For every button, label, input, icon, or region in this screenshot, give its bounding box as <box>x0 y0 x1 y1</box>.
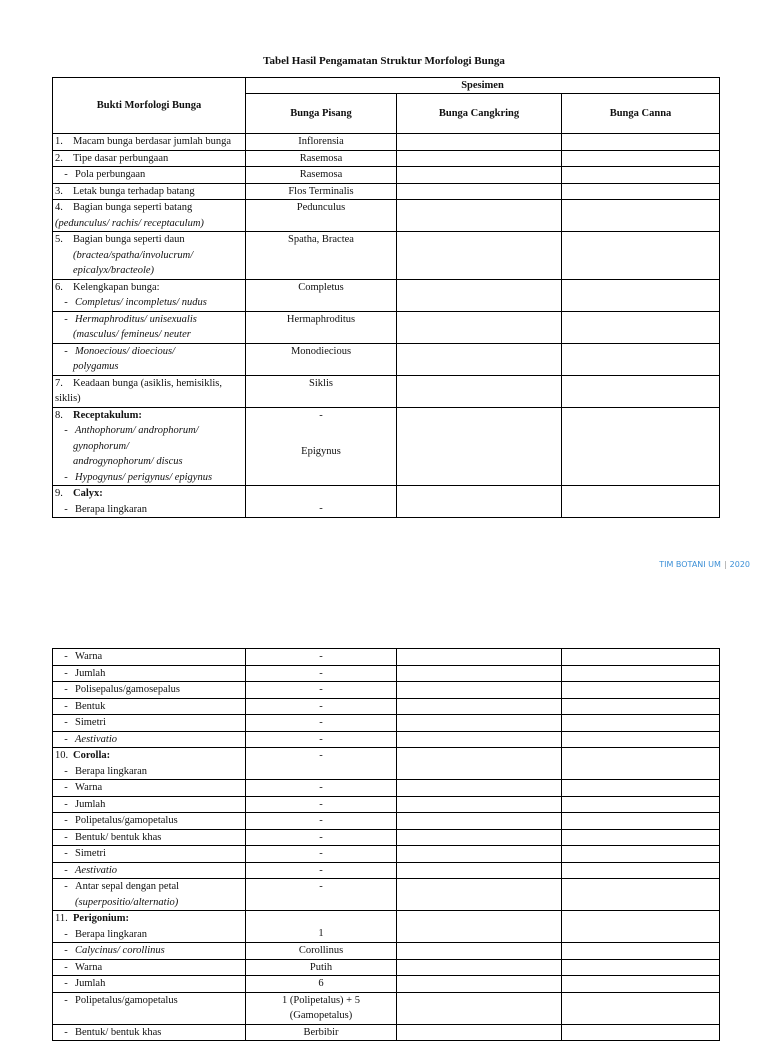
cell-cangkring <box>397 167 562 184</box>
header-bukti: Bukti Morfologi Bunga <box>53 78 246 134</box>
table-row <box>53 731 720 748</box>
row-sublabel: (pedunculus/ rachis/ receptaculum) <box>55 217 204 229</box>
row-label: Jumlah <box>75 978 106 989</box>
page-footer <box>659 560 750 569</box>
row-number: 3. <box>55 185 63 197</box>
cell-canna <box>562 311 720 343</box>
table-row <box>53 748 720 780</box>
row-label: Warna <box>75 961 103 973</box>
cell-pisang <box>246 748 397 780</box>
table-row <box>53 167 720 184</box>
row-number: 2. <box>55 152 63 164</box>
row-label: Polisepalus/gamosepalus <box>75 684 180 695</box>
cell-pisang: Berbibir <box>246 1024 397 1041</box>
cell-pisang: Pedunculus <box>246 200 397 232</box>
cell-canna <box>562 959 720 976</box>
row-dash: - <box>64 667 68 679</box>
cell-pisang: - <box>246 829 397 846</box>
cell-canna <box>562 731 720 748</box>
cell-canna <box>562 943 720 960</box>
row-label: Macam bunga berdasar jumlah bunga <box>73 136 232 147</box>
row-label: Receptakulum: <box>73 409 142 421</box>
row-label: Corolla: <box>73 750 111 761</box>
cell-canna <box>562 976 720 993</box>
row-dash: - <box>64 733 68 745</box>
cell-canna <box>562 232 720 280</box>
cell-pisang: - <box>246 862 397 879</box>
cell-cangkring <box>397 846 562 863</box>
cell-canna <box>562 992 720 1024</box>
row-option: gynophorum/ <box>73 440 129 452</box>
cell-canna <box>562 862 720 879</box>
cell-canna <box>562 200 720 232</box>
row-dash: - <box>64 928 68 940</box>
footer-org: TIM BOTANI UM <box>659 560 721 569</box>
cell-cangkring <box>397 829 562 846</box>
table-row <box>53 407 720 486</box>
table-row <box>53 150 720 167</box>
cell-cangkring <box>397 682 562 699</box>
cell-canna <box>562 879 720 911</box>
row-label: Jumlah <box>75 798 106 810</box>
cell-pisang: Spatha, Bractea <box>246 232 397 280</box>
row-label: Bentuk/ bentuk khas <box>75 831 162 843</box>
table-row <box>53 665 720 682</box>
table-row <box>53 649 720 666</box>
row-dash: - <box>64 717 68 728</box>
row-dash: - <box>64 978 68 989</box>
row-label: Antar sepal dengan petal <box>75 881 180 892</box>
cell-pisang: - <box>246 665 397 682</box>
cell-canna <box>562 407 720 486</box>
cell-cangkring <box>397 200 562 232</box>
row-option: Completus/ incompletus/ nudus <box>75 297 207 308</box>
cell-pisang: Rasemosa <box>246 150 397 167</box>
row-number: 4. <box>55 202 63 213</box>
cell-canna <box>562 649 720 666</box>
row-number: 10. <box>55 750 69 761</box>
row-label: Calycinus/ corollinus <box>75 945 165 956</box>
cell-pisang: - <box>246 780 397 797</box>
cell-cangkring <box>397 715 562 732</box>
row-dash: - <box>64 503 68 515</box>
row-label: Perigonium: <box>73 913 129 924</box>
cell-pisang: Hermaphroditus <box>246 311 397 343</box>
cell-pisang: - <box>246 698 397 715</box>
cell-cangkring <box>397 911 562 943</box>
cell-pisang <box>246 407 397 486</box>
cell-pisang: - <box>246 715 397 732</box>
row-dash: - <box>64 169 68 180</box>
row-dash: - <box>64 313 68 325</box>
cell-cangkring <box>397 796 562 813</box>
row-option: Hypogynus/ perigynus/ epigynus <box>75 471 213 483</box>
table-row <box>53 183 720 200</box>
cell-pisang: Completus <box>246 279 397 311</box>
row-dash: - <box>64 798 68 810</box>
row-option: Berapa lingkaran <box>75 765 148 777</box>
cell-pisang: Corollinus <box>246 943 397 960</box>
row-option: (masculus/ femineus/ neuter <box>73 329 191 340</box>
row-dash: - <box>64 684 68 695</box>
table-row <box>53 992 720 1024</box>
row-label: Bentuk <box>75 700 106 712</box>
table-row <box>53 829 720 846</box>
row-number: 9. <box>55 488 63 499</box>
table-row <box>53 200 720 232</box>
cell-pisang: Putih <box>246 959 397 976</box>
row-label: Letak bunga terhadap batang <box>73 185 195 197</box>
cell-pisang: - <box>246 813 397 830</box>
cell-canna <box>562 134 720 151</box>
cell-canna <box>562 167 720 184</box>
header-spesimen: Spesimen <box>246 78 720 94</box>
footer-separator: | <box>723 560 727 569</box>
cell-value: Epigynus <box>301 446 341 457</box>
row-dash: - <box>64 848 68 859</box>
row-label: Tipe dasar perbungaan <box>73 152 169 164</box>
table-row <box>53 1024 720 1041</box>
cell-canna <box>562 780 720 797</box>
row-option: polygamus <box>73 361 119 372</box>
cell-canna <box>562 183 720 200</box>
footer-year: 2020 <box>729 560 750 569</box>
cell-canna <box>562 375 720 407</box>
cell-canna <box>562 796 720 813</box>
cell-cangkring <box>397 698 562 715</box>
cell-cangkring <box>397 134 562 151</box>
row-dash: - <box>64 345 68 357</box>
row-label: Aestivatio <box>75 864 117 876</box>
row-label: Bagian bunga seperti batang <box>73 202 193 213</box>
cell-pisang: - <box>246 796 397 813</box>
cell-canna <box>562 748 720 780</box>
row-dash: - <box>64 881 68 892</box>
row-option: Berapa lingkaran <box>75 928 148 940</box>
table-row <box>53 232 720 280</box>
cell-pisang: - <box>246 649 397 666</box>
cell-canna <box>562 279 720 311</box>
cell-canna <box>562 1024 720 1041</box>
row-option: Berapa lingkaran <box>75 503 148 515</box>
cell-cangkring <box>397 748 562 780</box>
cell-pisang: Rasemosa <box>246 167 397 184</box>
cell-cangkring <box>397 150 562 167</box>
cell-pisang <box>246 992 397 1024</box>
row-label: Bagian bunga seperti daun <box>73 234 185 245</box>
row-label: Warna <box>75 651 103 662</box>
cell-cangkring <box>397 375 562 407</box>
cell-cangkring <box>397 665 562 682</box>
cell-value: - <box>319 503 323 514</box>
table-row <box>53 846 720 863</box>
row-dash: - <box>64 425 68 436</box>
cell-pisang <box>246 911 397 943</box>
cell-canna <box>562 813 720 830</box>
cell-canna <box>562 486 720 518</box>
cell-canna <box>562 150 720 167</box>
cell-cangkring <box>397 649 562 666</box>
cell-pisang: - <box>246 879 397 911</box>
cell-canna <box>562 682 720 699</box>
table-row <box>53 976 720 993</box>
cell-cangkring <box>397 486 562 518</box>
cell-pisang: Inflorensia <box>246 134 397 151</box>
row-label: Pola perbungaan <box>75 169 146 180</box>
cell-cangkring <box>397 879 562 911</box>
cell-value: - <box>319 750 323 761</box>
row-label: Polipetalus/gamopetalus <box>75 815 178 826</box>
table-row <box>53 682 720 699</box>
row-dash: - <box>64 297 68 308</box>
table-row <box>53 780 720 797</box>
row-label: Jumlah <box>75 667 106 679</box>
row-dash: - <box>64 945 68 956</box>
row-option: Monoecious/ dioecious/ <box>75 345 176 357</box>
cell-canna <box>562 715 720 732</box>
row-label: Warna <box>75 782 103 793</box>
table-row <box>53 862 720 879</box>
row-label: Simetri <box>75 848 106 859</box>
row-number: 6. <box>55 281 63 293</box>
table-row <box>53 134 720 151</box>
cell-cangkring <box>397 992 562 1024</box>
row-label: Polipetalus/gamopetalus <box>75 994 178 1006</box>
row-label: Bentuk/ bentuk khas <box>75 1026 162 1038</box>
cell-cangkring <box>397 279 562 311</box>
row-number: 8. <box>55 409 63 421</box>
header-bunga-pisang: Bunga Pisang <box>246 94 397 134</box>
cell-cangkring <box>397 813 562 830</box>
cell-pisang: - <box>246 846 397 863</box>
header-bunga-cangkring: Bunga Cangkring <box>397 94 562 134</box>
row-dash: - <box>64 1026 68 1038</box>
cell-cangkring <box>397 407 562 486</box>
row-number: 1. <box>55 136 63 147</box>
row-option: Hermaphroditus/ unisexualis <box>75 313 197 325</box>
cell-pisang: Flos Terminalis <box>246 183 397 200</box>
row-dash: - <box>64 651 68 662</box>
cell-canna <box>562 846 720 863</box>
row-sublabel: epicalyx/bracteole) <box>73 265 155 276</box>
row-number: 11. <box>55 913 68 924</box>
cell-value: - <box>319 409 323 421</box>
observation-table-part2 <box>52 648 720 1041</box>
table-row <box>53 911 720 943</box>
row-label: Calyx: <box>73 488 103 499</box>
cell-cangkring <box>397 862 562 879</box>
row-number: 5. <box>55 234 63 245</box>
cell-pisang: - <box>246 731 397 748</box>
cell-cangkring <box>397 343 562 375</box>
cell-cangkring <box>397 232 562 280</box>
row-dash: - <box>64 765 68 777</box>
cell-cangkring <box>397 780 562 797</box>
cell-cangkring <box>397 976 562 993</box>
table-row <box>53 279 720 311</box>
row-sublabel: (superpositio/alternatio) <box>75 896 179 908</box>
cell-canna <box>562 665 720 682</box>
table-row <box>53 959 720 976</box>
page-title: Tabel Hasil Pengamatan Struktur Morfologi Bunga <box>263 55 505 67</box>
table-row <box>53 311 720 343</box>
cell-pisang: Siklis <box>246 375 397 407</box>
row-dash: - <box>64 815 68 826</box>
row-option: androgynophorum/ discus <box>73 456 183 467</box>
row-dash: - <box>64 471 68 483</box>
table-row <box>53 375 720 407</box>
table-row <box>53 879 720 911</box>
cell-value: 1 (Polipetalus) + 5 <box>282 994 360 1006</box>
cell-cangkring <box>397 183 562 200</box>
cell-cangkring <box>397 311 562 343</box>
row-dash: - <box>64 961 68 973</box>
row-sublabel: (bractea/spatha/involucrum/ <box>73 249 194 261</box>
row-dash: - <box>64 700 68 712</box>
table-row <box>53 813 720 830</box>
cell-cangkring <box>397 959 562 976</box>
table-row <box>53 698 720 715</box>
row-number: 7. <box>55 377 63 389</box>
cell-canna <box>562 911 720 943</box>
cell-value: (Gamopetalus) <box>289 1010 353 1021</box>
table-row <box>53 796 720 813</box>
cell-pisang <box>246 486 397 518</box>
cell-pisang: - <box>246 682 397 699</box>
table-row <box>53 715 720 732</box>
row-dash: - <box>64 864 68 876</box>
row-label: Keadaan bunga (asiklis, hemisiklis, siklis) <box>55 377 223 404</box>
table-row <box>53 486 720 518</box>
cell-canna <box>562 698 720 715</box>
cell-canna <box>562 343 720 375</box>
row-label: Aestivatio <box>75 733 117 745</box>
row-dash: - <box>64 782 68 793</box>
table-row <box>53 943 720 960</box>
table-row <box>53 343 720 375</box>
cell-cangkring <box>397 731 562 748</box>
row-label: Kelengkapan bunga: <box>73 281 160 293</box>
cell-pisang: 6 <box>246 976 397 993</box>
cell-value: 1 <box>318 928 324 939</box>
cell-cangkring <box>397 943 562 960</box>
cell-canna <box>562 829 720 846</box>
row-label: Simetri <box>75 717 106 728</box>
row-dash: - <box>64 831 68 843</box>
cell-pisang: Monodiecious <box>246 343 397 375</box>
row-dash: - <box>64 994 68 1006</box>
header-bunga-canna: Bunga Canna <box>562 94 720 134</box>
cell-cangkring <box>397 1024 562 1041</box>
row-option: Anthophorum/ androphorum/ <box>75 425 199 436</box>
observation-table-part1 <box>52 77 720 518</box>
